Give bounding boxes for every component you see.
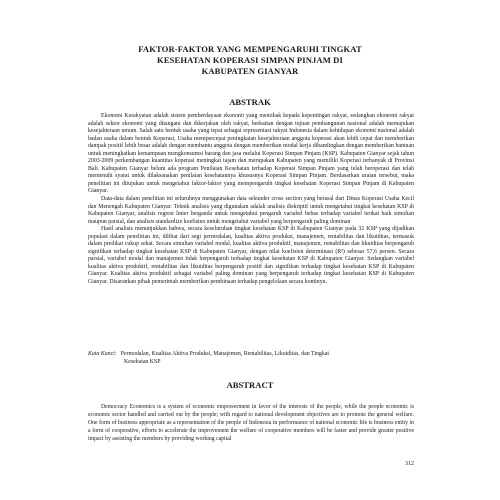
- keywords-block: [88, 351, 414, 366]
- abstract-paragraph: Democracy Economics is a system of economic empowerment in favor of the interests of the people, while the people economic is economic sector handled and carried out by the people; with regard to national development objectives are to promote the general welfare. One form of business appropriate as a representation of the people of Indonesia in performance of national economic life is business entity in a form of cooperative, efforts to accelerate the improvement the welfare of cooperative members will be faster and provide greater positive impact by assisting the members by providing working capital: [88, 404, 414, 442]
- abstrak-paragraph-1: Ekonomi Kerakyatan adalah sistem pemberdayaan ekonomi yang memihak kepada kepentingan rakyat, sedangkan ekonomi rakyat adalah sektor ekonomi yang ditangani dan dikerjakan oleh rakyat, berkaitan dengan tujuan pembangunan nasional adalah memajukan kesejahteraan umum. Salah satu bentuk usaha yang tepat sebagai representasi rakyat Indonesia dalam kehidupan ekonomi nasional adalah badan usaha dalam bentuk Koperasi, Usaha mempercepat peningkatan kesejahteraan anggota koperasi akan lebih cepat dan memberikan dampak positif lebih besar adalah dengan membantu anggota dengan memberikan modal kerja dibandingkan dengan memberikan bantuan untuk meningkatkan kemampuan mengkonsumsi barang dan jasa melalui Koperasi Simpan Pinjam (KSP). Kabupaten Gianyar sejak tahun 2003-2009 perkembangan kuantitas koperasi meningkat tajam dan merupakan Kabupaten yang memiliki Koperasi terbanyak di Provinsi Bali. Kabupaten Gianyar belum ada program Penilaian Kesehatan terhadap Koperasi Simpan Pinjam yang telah beroperasi dan telah memenuhi syarat untuk dilaksanakan penilaian kesehatannya khususnya Koperasi Simpan Pinjam. Berdasarkan uraian tersebut, maka penelitian ini ditujukan untuk mengetahui faktor-faktor yang mempengaruhi tingkat kesehatan Koperasi Simpan Pinjam di Kabupaten Gianyar.: [88, 113, 414, 195]
- abstrak-body: [88, 113, 414, 287]
- abstract-heading: ABSTRACT: [226, 380, 274, 390]
- abstrak-paragraph-3: Hasil analisis menunjukkan bahwa, secara keseluruhan tingkat kesehatan KSP di Kabupaten Gianyar pada 32 KSP yang dijadikan populasi dalam penelitian ini, dilihat dari segi permodalan, kualitas aktiva produksi, manajemen, rentabilitas dan likuiditas, termasuk dalam predikat cukup sehat. Secara simultan variabel modal, kualitas aktiva produktif, manajemen, rentabilitas dan likuiditas berpengaruh signifikan terhadap tingkat kesehatan KSP di Kabupaten Gianyar, dengan nilai koefisien determinasi (R²) sebesar 57,6 persen. Secara parsial, variabel modal dan manajemen tidak berpengaruh terhadap tingkat kesehatan KSP di Kabupaten Gianyar. Sedangkan variabel kualitas aktiva produktif, rentabilitas dan likuiditas berpengaruh positif dan signifikan terhadap tingkat kesehatan KSP di Kabupaten Gianyar. Kualitas aktiva produktif sebagai variabel paling dominan yang berpengaruh terhadap tingkat kesehatan KSP di Kabupaten Gianyar. Disarankan pihak pemerintah memberikan pembinaan terhadap pengelolaan secara kontinyu.: [88, 226, 414, 286]
- abstrak-heading: ABSTRAK: [229, 97, 271, 107]
- abstrak-paragraph-2: Data-data dalam penelitian ini seluruhnya menggunakan data sekunder cross section yang berasal dari Dinas Koperasi Usaha Kecil dan Menengah Kabupaten Gianyar. Teknik analisis yang digunakan adalah analisis diskriptif untuk mengetahui tingkat kesehatan KSP di Kabupaten Gianyar, analisis regresi linier berganda untuk mengetahui pengaruh variabel bebas terhadap variabel terikat baik simultan maupun parsial, dan analisis standardize koefisien untuk mengetahui variabel yang berpengaruh paling dominan: [88, 196, 414, 225]
- title-line-1: FAKTOR-FAKTOR YANG MEMPENGARUHI TINGKAT: [138, 44, 362, 54]
- keywords-line-1: Permodalan, Kualitas Aktiva Produksi, Manajemen, Rentabilitas, Likuiditas, dan Tingkat: [120, 351, 329, 357]
- keywords-label: Kata Kunci:: [88, 351, 117, 357]
- abstract-body: [88, 403, 414, 443]
- keywords-line-2: Kesehatan KSP: [124, 358, 161, 365]
- paper-title: [80, 44, 420, 77]
- title-line-3: KABUPATEN GIANYAR: [201, 66, 299, 76]
- title-line-2: KESEHATAN KOPERASI SIMPAN PINJAM DI: [157, 55, 343, 65]
- page-number: 312: [405, 461, 414, 467]
